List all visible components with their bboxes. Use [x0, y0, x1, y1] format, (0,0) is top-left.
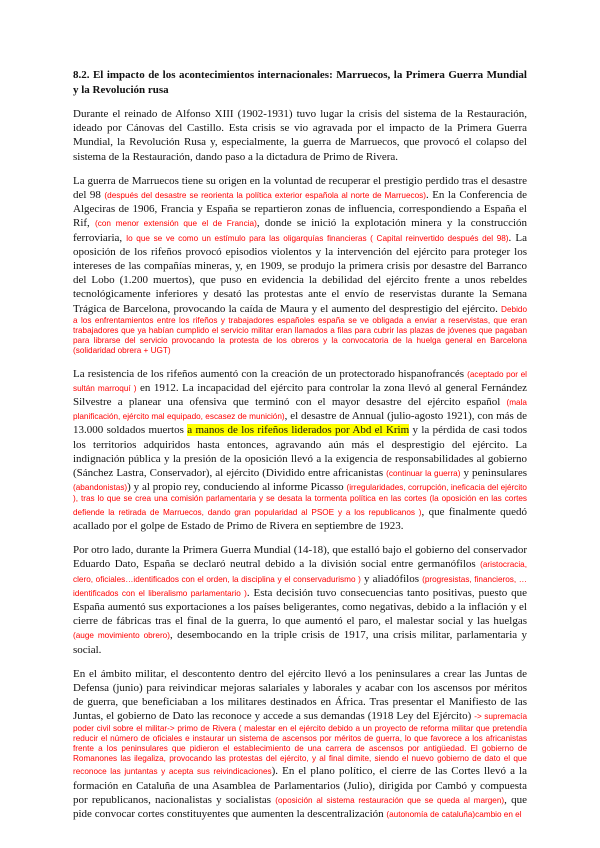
annotation-text: (aceptado por el sultán marroquí ): [73, 369, 527, 393]
document-body: [73, 107, 527, 821]
annotation-text: (irregularidades, corrupción, ineficacia del ejército ), tras lo que se crea una comisión parlamentaria y se desata la tormenta política en las cortes (la oposición en las cortes defiende la retirada de Marruecos, dando gran popularidad al PSOE y a los republicanos ): [73, 483, 527, 517]
annotation-text: (auge movimiento obrero): [73, 631, 170, 641]
paragraph: [73, 367, 527, 533]
annotation-text: -> supremacía poder civil sobre el militar-> primo de Rivera ( malestar en el ejército debido a un proyecto de reforma militar que pretendía reducir el número de oficiales e instaurar un sistema de ascensos por méritos de guerra, lo que favorece a los africanistas frente a los peninsulares que pidieron el establecimiento de una carrera de ascensos por antigüedad. El gobierno de Romanones las ilegaliza, provocando las protestas del ejército, y al final dimite, siendo el nuevo gobierno de dato el que reconoce las juntantas y acepta sus reivindicaciones: [73, 712, 527, 777]
annotation-text: (después del desastre se reorienta la política exterior española al norte de Marruecos): [104, 191, 426, 201]
annotation-text: (continuar la guerra): [386, 469, 461, 479]
body-text: Por otro lado, durante la Primera Guerra Mundial (14-18), que estalló bajo el gobierno del conservador Eduardo Dato, España se declaró neutral debido a la división social entre germanófilos: [73, 544, 527, 571]
body-text: Durante el reinado de Alfonso XIII (1902-1931) tuvo lugar la crisis del sistema de la Restauración, ideado por Cánovas del Castillo. Esta crisis se vio agravada por el impacto de la Primera Guerra Mundial, la Revolución Rusa y, especialmente, la guerra de Marruecos, que provocó el colapso del sistema de la Restauración, dando paso a la dictadura de Primo de Rivera.: [73, 108, 527, 163]
body-text: y la pérdida de casi todos los territorios adquiridos hasta entonces, agravando aún más el desprestigio del ejército. La indignación pública y la presión de la oposición llevó a la exigencia de responsabilidades al gobierno (Sánchez Lastra, Conservador), al ejército (Dividido entre africanistas: [73, 424, 527, 480]
body-text: . Esta decisión tuvo consecuencias tanto positivas, puesto que España aumentó sus exportaciones a los países beligerantes, como negativas, debido a la inflación y el cierre de fábricas tras el final de la guerra, lo que aumentó el paro, el malestar social y las huelgas: [73, 586, 527, 628]
body-text: y peninsulares: [460, 467, 527, 480]
body-text: ). En el plano político, el cierre de las Cortes llevó a la formación en Cataluña de una Asamblea de Parlamentarios (Julio), dirigida por Cambó y compuesta por republicanos, nacionalistas y socialistas: [73, 765, 527, 806]
body-text: , que finalmente quedó acallado por el golpe de Estado de Primo de Rivera en septiembre de 1923.: [73, 505, 527, 532]
body-text: En el ámbito militar, el descontento dentro del ejército llevó a los peninsulares a crear las Juntas de Defensa (junio) para reivindicar mejoras salariales y laborales y acabar con los ascensos por méritos de guerra, que beneficiaban a los militares destinados en África. Tras presentar el Manifiesto de las Juntas, el gobierno de Dato las reconoce y accede a sus demandas (1918 Ley del Ejército): [73, 667, 527, 723]
body-text: en 1912. La incapacidad del ejército para controlar la zona llevó al general Fernández Silvestre a planear una ofensiva que terminó con el mayor desastre del ejército español: [73, 381, 527, 409]
body-text: , que pide convocar cortes constituyentes que aumenten la descentralización: [73, 793, 527, 820]
annotation-text: (oposición al sistema restauración que se queda al margen): [275, 795, 505, 805]
body-text: , desembocando en la triple crisis de 1917, una crisis militar, parlamentaria y social.: [73, 629, 527, 656]
annotation-text: (abandonistas): [73, 483, 128, 493]
body-text: . La oposición de los rifeños provocó episodios violentos y la intervención del ejército para proteger los intereses de las compañías mineras, y, en 1909, se produjo la primera crisis por desastre del Barranco del Lobo (1.200 muertos), que puso en evidencia la debilidad del ejército frente a unos rebeldes tecnológicamente inferiores y desató las protestas ante el envío de reservistas durante la Semana Trágica de Barcelona, provocando la caída de Maura y el aumento del desprestigio del ejército.: [73, 231, 527, 315]
highlighted-text: a manos de los rifeños liderados por Abd el Krim: [187, 424, 410, 437]
paragraph: [73, 174, 527, 357]
body-text: ) y al propio rey, conduciendo al informe Picasso: [127, 481, 347, 494]
paragraph: [73, 543, 527, 657]
body-text: La resistencia de los rifeños aumentó con la creación de un protectorado hispanofrancés: [73, 367, 468, 380]
body-text: . En la Conferencia de Algeciras de 1906, Francia y España se repartieron zonas de influencia, correspondiendo a España el Rif,: [73, 189, 527, 230]
annotation-text: (progresistas, financieros, …identificados con el liberalismo parlamentario ): [73, 574, 527, 598]
annotation-text: (autonomía de cataluña)cambio en el: [386, 809, 522, 819]
annotation-text: (aristocracia, clero, oficiales…identificados con el orden, la disciplina y el conservadurismo ): [73, 560, 527, 584]
annotation-text: lo que se ve como un estímulo para las oligarquías financieras ( Capital reinvertido después del 98): [126, 233, 509, 243]
section-title: 8.2. El impacto de los acontecimientos internacionales: Marruecos, la Primera Guerra Mundial y la Revolución rusa: [73, 69, 527, 96]
annotation-text: (mala planificación, ejército mal equipado, escasez de munición): [73, 398, 527, 422]
body-text: , el desastre de Annual (julio-agosto 1921), con más de 13.000 soldados muertos: [73, 410, 527, 437]
annotation-text: Debido a los enfrentamientos entre los rifeños y trabajadores españoles españa se ve obligada a enviar a reservistas, que eran trabajadores que ya habían cumplido el servicio militar eran llamados a filas para cubrir las plazas de jóvenes que pagaban para librarse del servicio provocando la protesta de los obreros y la convocatoria de la huelga general en Barcelona (solidaridad obrera + UGT): [73, 304, 527, 356]
body-text: y aliadófilos: [360, 572, 423, 585]
body-text: La guerra de Marruecos tiene su origen en la voluntad de recuperar el prestigio perdido tras el desastre del 98: [73, 174, 527, 202]
body-text: , donde se inició la explotación minera y la construcción ferroviaria,: [73, 217, 528, 244]
annotation-text: (con menor extensión que el de Francia): [95, 219, 257, 229]
paragraph: [73, 667, 527, 821]
paragraph: [73, 107, 527, 164]
